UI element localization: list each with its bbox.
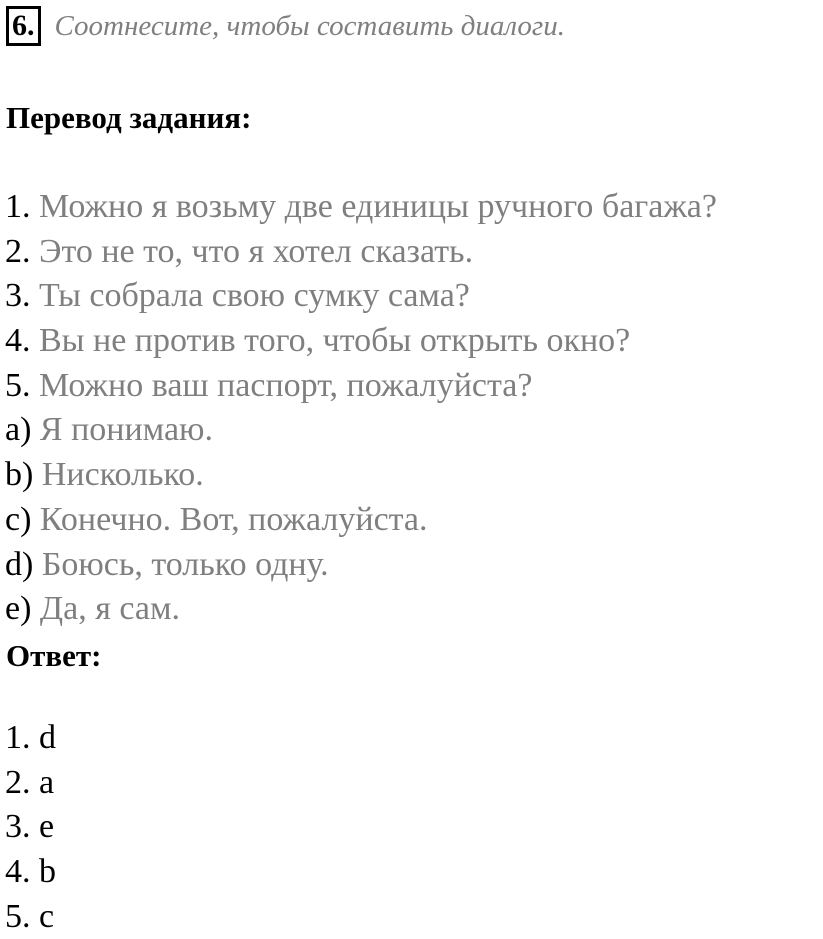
item-marker: d) [5,545,34,583]
item-text: Ты собрала свою сумку сама? [39,277,470,315]
item-marker: e) [5,590,32,628]
translation-list [5,185,717,632]
task-header [6,6,565,46]
task-instruction: Соотнесите, чтобы составить диалоги. [54,9,565,42]
list-item [5,364,717,409]
item-marker: a) [5,411,32,449]
item-marker: 1. [5,719,31,756]
translation-heading: Перевод задания: [6,100,252,135]
list-item [5,543,717,588]
item-marker: 3. [5,277,31,315]
item-marker: b) [5,456,34,494]
item-text: b [39,853,56,891]
list-item [5,274,717,319]
item-text: e [39,808,55,846]
list-item [5,587,717,632]
list-item [5,498,717,543]
item-text: Можно я возьму две единицы ручного багажа? [39,188,717,225]
list-item [5,716,56,761]
list-item [5,805,56,850]
list-item [5,230,717,275]
item-text: Можно ваш паспорт, пожалуйста? [39,366,533,404]
item-marker: c) [5,500,32,538]
task-number: 6. [6,6,41,46]
item-marker: 3. [5,808,31,846]
item-marker: 2. [5,763,31,801]
item-marker: 2. [5,232,31,270]
list-item [5,319,717,364]
list-item [5,850,56,895]
list-item [5,453,717,498]
answer-list [5,716,56,939]
item-marker: 4. [5,322,31,360]
item-marker: 1. [5,188,31,225]
item-text: a [39,763,55,801]
list-item [5,408,717,453]
list-item [5,895,56,939]
item-marker: 5. [5,366,31,404]
item-text: Я понимаю. [39,411,213,449]
item-marker: 4. [5,853,31,891]
item-text: Нисколько. [41,456,204,494]
list-item [5,185,717,230]
item-text: Конечно. Вот, пожалуйста. [39,500,428,538]
answer-heading: Ответ: [6,638,102,673]
list-item [5,761,56,806]
item-text: Боюсь, только одну. [41,545,329,583]
item-text: c [39,897,55,935]
item-text: Вы не против того, чтобы открыть окно? [39,322,631,360]
item-marker: 5. [5,897,31,935]
item-text: Это не то, что я хотел сказать. [39,232,474,270]
item-text: Да, я сам. [39,590,180,628]
item-text: d [39,719,56,756]
